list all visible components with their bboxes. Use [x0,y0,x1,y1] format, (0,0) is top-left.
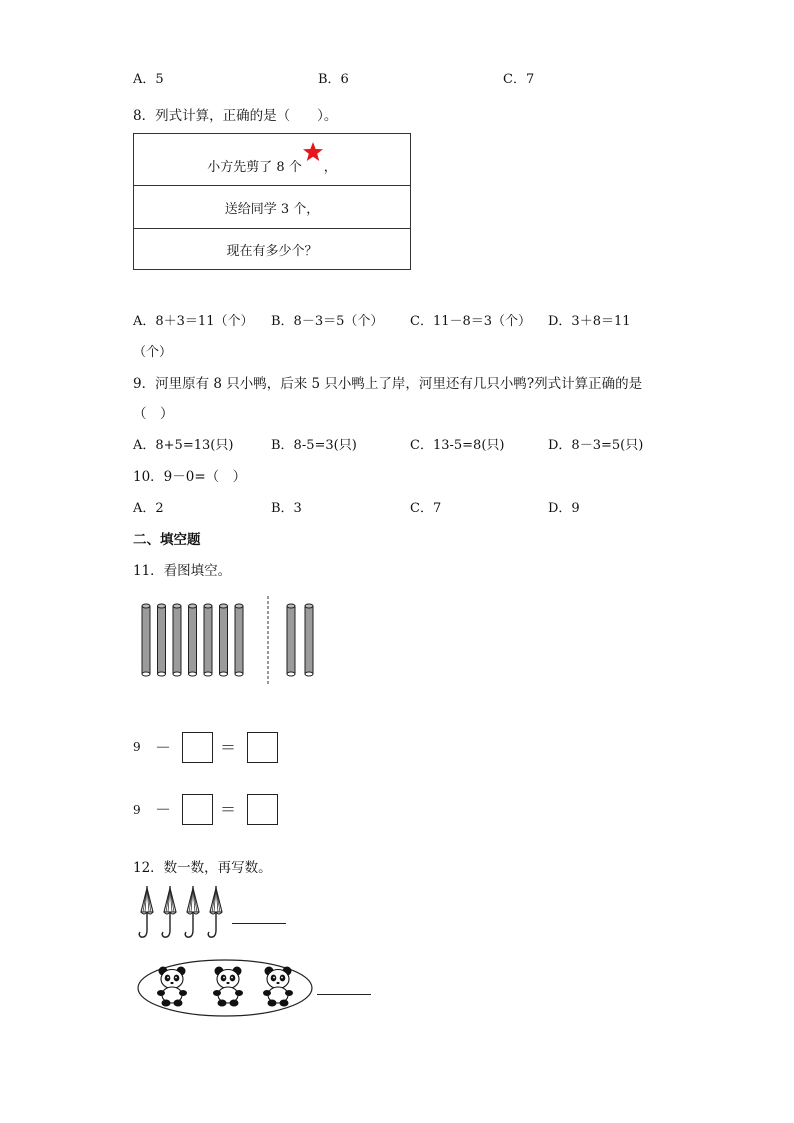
sticks-figure [130,592,330,688]
q8-story-table [133,133,411,270]
umbrella-icon [208,886,222,937]
eq2-minus: － [155,800,172,819]
q7-option-c[interactable]: C．7 [503,72,535,87]
q8-option-a[interactable]: A．8＋3＝11（个） [133,314,254,329]
umbrella-group [134,886,229,942]
umbrella-icon [139,886,153,937]
q9-option-d[interactable]: D．8－3=5(只) [548,438,644,453]
left-stick [204,604,212,676]
q8-stem: 8．列式计算，正确的是（ ）。 [133,108,338,124]
q9-stem: 9．河里原有 8 只小鸭，后来 5 只小鸭上了岸，河里还有几只小鸭?列式计算正确的是 [133,376,643,392]
q11-stem: 11．看图填空。 [133,563,232,579]
eq2-subtrahend-box[interactable] [182,794,213,825]
q8-option-d[interactable]: D．3＋8＝11 [548,314,631,329]
q8-row-1-comma: ， [323,159,337,175]
q7-option-b[interactable]: B．6 [318,72,349,87]
left-stick [235,604,243,676]
q8-option-d-wrap: （个） [133,345,173,360]
q8-option-c[interactable]: C．11－8＝3（个） [410,314,532,329]
section-2-title: 二、填空题 [133,532,201,548]
q10-stem: 10．9－0=（ ） [133,469,247,485]
umbrella-icon [185,886,199,937]
left-stick [158,604,166,676]
eq2-result-box[interactable] [247,794,278,825]
q9-stem-wrap: （ ） [133,406,174,422]
umbrella-icon [162,886,176,937]
q8-row-1-text: 小方先剪了 8 个 [207,159,302,175]
left-stick [142,604,150,676]
panda-count-blank[interactable] [317,994,371,995]
eq1-minus: － [155,738,172,757]
q9-option-b[interactable]: B．8-5=3(只) [271,438,357,453]
q10-option-c[interactable]: C．7 [410,501,442,516]
q7-option-a[interactable]: A．5 [133,72,164,87]
left-stick [220,604,228,676]
left-stick [189,604,197,676]
q8-option-b[interactable]: B．8－3＝5（个） [271,314,384,329]
eq2-equals: ＝ [220,800,237,819]
star-icon [302,145,324,163]
eq1-subtrahend-box[interactable] [182,732,213,763]
eq1-result-box[interactable] [247,732,278,763]
eq1-equals: ＝ [220,738,237,757]
panda-group [136,958,314,1018]
q8-row-1 [134,134,411,186]
q9-option-a[interactable]: A．8+5=13(只) [133,438,234,453]
q10-option-b[interactable]: B．3 [271,501,302,516]
q10-option-a[interactable]: A．2 [133,501,164,516]
umbrella-count-blank[interactable] [232,923,286,924]
eq1-lhs: 9 [133,740,141,754]
q8-row-2: 送给同学 3 个， [134,186,411,229]
eq2-lhs: 9 [133,803,141,817]
left-stick [173,604,181,676]
right-stick [305,604,313,676]
q9-option-c[interactable]: C．13-5=8(只) [410,438,505,453]
q8-row-3: 现在有多少个？ [134,229,411,270]
q10-option-d[interactable]: D．9 [548,501,580,516]
q12-stem: 12．数一数，再写数。 [133,860,272,876]
right-stick [287,604,295,676]
